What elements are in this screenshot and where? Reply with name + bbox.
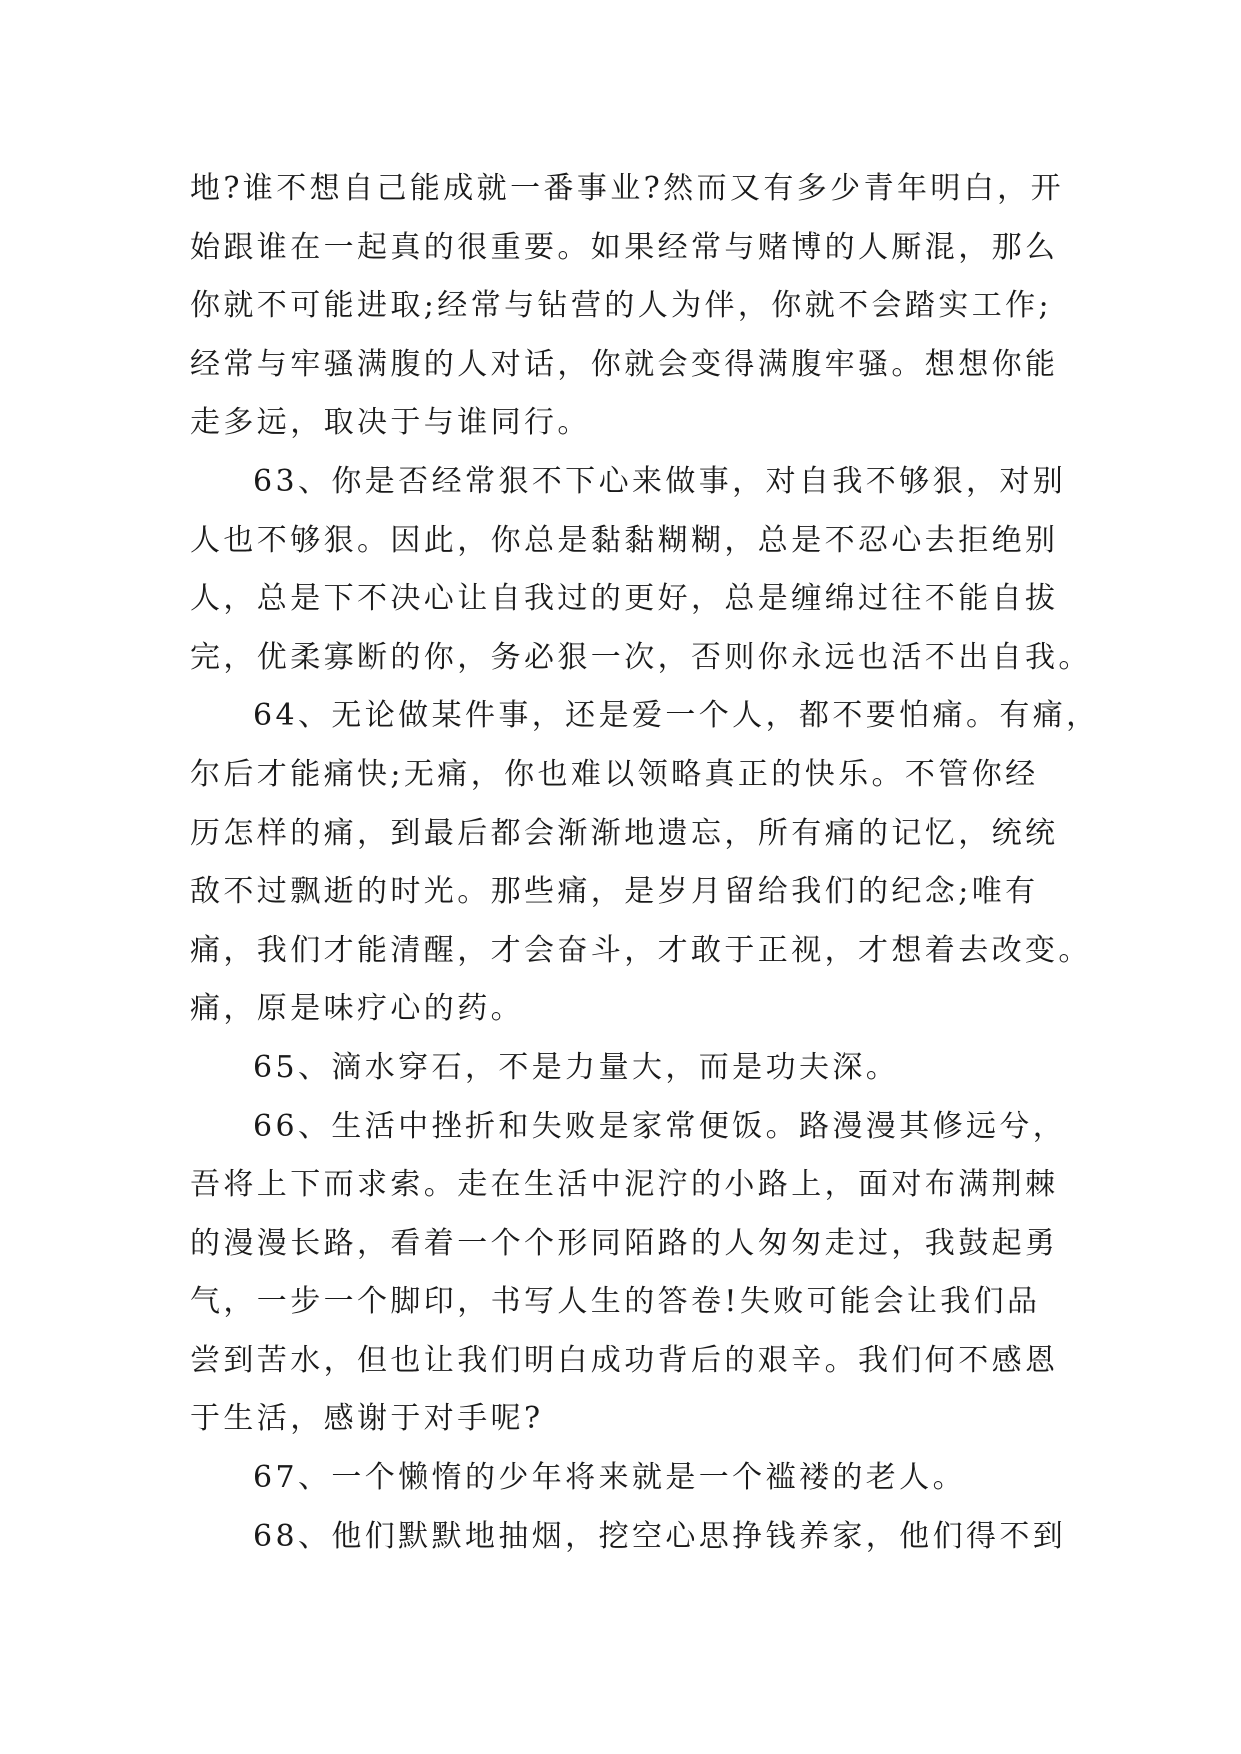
text-line: 痛，原是味疗心的药。: [190, 991, 524, 1027]
text-line: 尝到苦水，但也让我们明白成功背后的艰辛。我们何不感恩: [190, 1342, 1059, 1378]
text-line: 始跟谁在一起真的很重要。如果经常与赌博的人厮混，那么: [190, 229, 1059, 265]
text-line: 人，总是下不决心让自我过的更好，总是缠绵过往不能自拔: [190, 581, 1059, 617]
text-line: 地?谁不想自己能成就一番事业?然而又有多少青年明白，开: [190, 171, 1064, 206]
text-line: 人也不够狠。因此，你总是黏黏糊糊，总是不忍心去拒绝别: [190, 522, 1059, 558]
text-line: 完，优柔寡断的你，务必狠一次，否则你永远也活不出自我。: [190, 639, 1092, 675]
text-line: 敌不过飘逝的时光。那些痛，是岁月留给我们的纪念;唯有: [190, 874, 1039, 910]
text-line: 尔后才能痛快;无痛，你也难以领略真正的快乐。不管你经: [190, 756, 1039, 792]
text-line: 气，一步一个脚印，书写人生的答卷!失败可能会让我们品: [190, 1284, 1041, 1320]
paragraph-start-68: 68、他们默默地抽烟，挖空心思挣钱养家，他们得不到: [253, 1518, 1067, 1554]
text-line: 历怎样的痛，到最后都会渐渐地遗忘，所有痛的记忆，统统: [190, 815, 1059, 851]
text-line: 痛，我们才能清醒，才会奋斗，才敢于正视，才想着去改变。: [190, 932, 1092, 968]
paragraph-start-67: 67、一个懒惰的少年将来就是一个褴褛的老人。: [253, 1460, 966, 1496]
paragraph-start-64: 64、无论做某件事，还是爱一个人，都不要怕痛。有痛，: [253, 698, 1100, 734]
document-body: [190, 160, 1100, 1566]
text-line: 的漫漫长路，看着一个个形同陌路的人匆匆走过，我鼓起勇: [190, 1225, 1059, 1261]
text-line: 经常与牢骚满腹的人对话，你就会变得满腹牢骚。想想你能: [190, 346, 1059, 382]
text-line: 你就不可能进取;经常与钻营的人为伴，你就不会踏实工作;: [190, 288, 1053, 324]
text-line: 走多远，取决于与谁同行。: [190, 405, 591, 441]
paragraph-start-63: 63、你是否经常狠不下心来做事，对自我不够狠，对别: [253, 463, 1067, 499]
text-line: 吾将上下而求索。走在生活中泥泞的小路上，面对布满荆棘: [190, 1167, 1059, 1203]
text-line: 于生活，感谢于对手呢?: [190, 1401, 544, 1437]
paragraph-start-65: 65、滴水穿石，不是力量大，而是功夫深。: [253, 1049, 900, 1085]
paragraph-start-66: 66、生活中挫折和失败是家常便饭。路漫漫其修远兮，: [253, 1108, 1067, 1144]
